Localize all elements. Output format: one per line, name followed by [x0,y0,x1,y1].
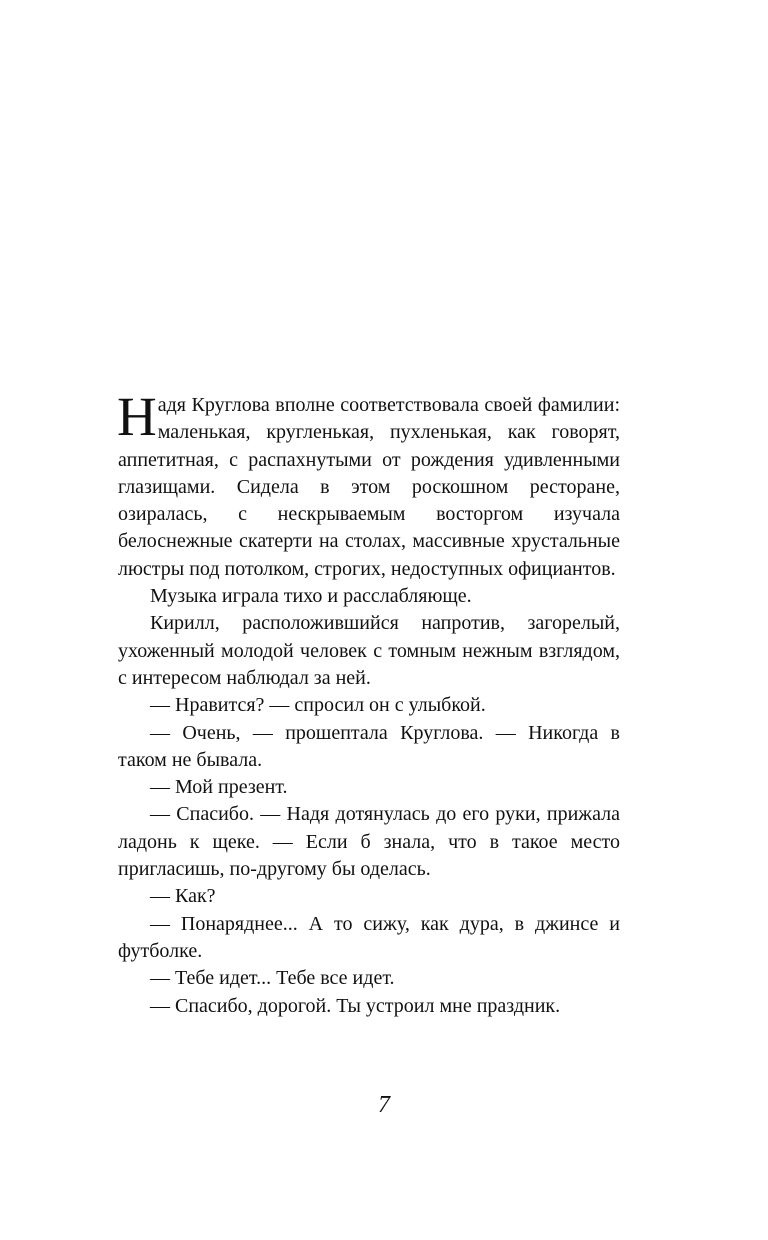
paragraph-text: адя Круглова вполне соответствовала своей фамилии: маленькая, кругленькая, пухленькая, как говорят, аппетитная, с распахнутыми от рождения удивленными глазищами. Сидела в этом роскошном ресторане, озиралась, с нескрываемым восторгом изучала белоснежные скатерти на столах, массивные хрустальные люстры под потолком, строгих, недоступных официантов. [118,394,620,580]
paragraph-5: — Очень, — прошептала Круглова. — Никогда в таком не бывала. [118,721,620,771]
paragraph-7: — Спасибо. — Надя дотянулась до его руки, прижала ладонь к щеке. — Если б знала, что в такое место пригласишь, по-другому бы оделась. [118,803,620,881]
drop-cap: Н [117,386,157,447]
paragraph-9: — Понаряднее... А то сижу, как дура, в джинсе и футболке. [118,912,620,962]
paragraph-8: — Как? [150,885,216,908]
paragraph-1 [117,386,620,583]
paragraph-2: Музыка играла тихо и расслабляюще. [150,585,472,608]
paragraph-6: — Мой презент. [150,776,288,799]
paragraph-3: Кирилл, расположившийся напротив, загорелый, ухоженный молодой человек с томным нежным взглядом, с интересом наблюдал за ней. [118,612,620,689]
page-text [117,386,620,1020]
paragraph-11: — Спасибо, дорогой. Ты устроил мне праздник. [150,994,561,1017]
page-number: 7 [378,1092,390,1118]
paragraph-4: — Нравится? — спросил он с улыбкой. [150,694,486,717]
paragraph-10: — Тебе идет... Тебе все идет. [150,967,395,990]
